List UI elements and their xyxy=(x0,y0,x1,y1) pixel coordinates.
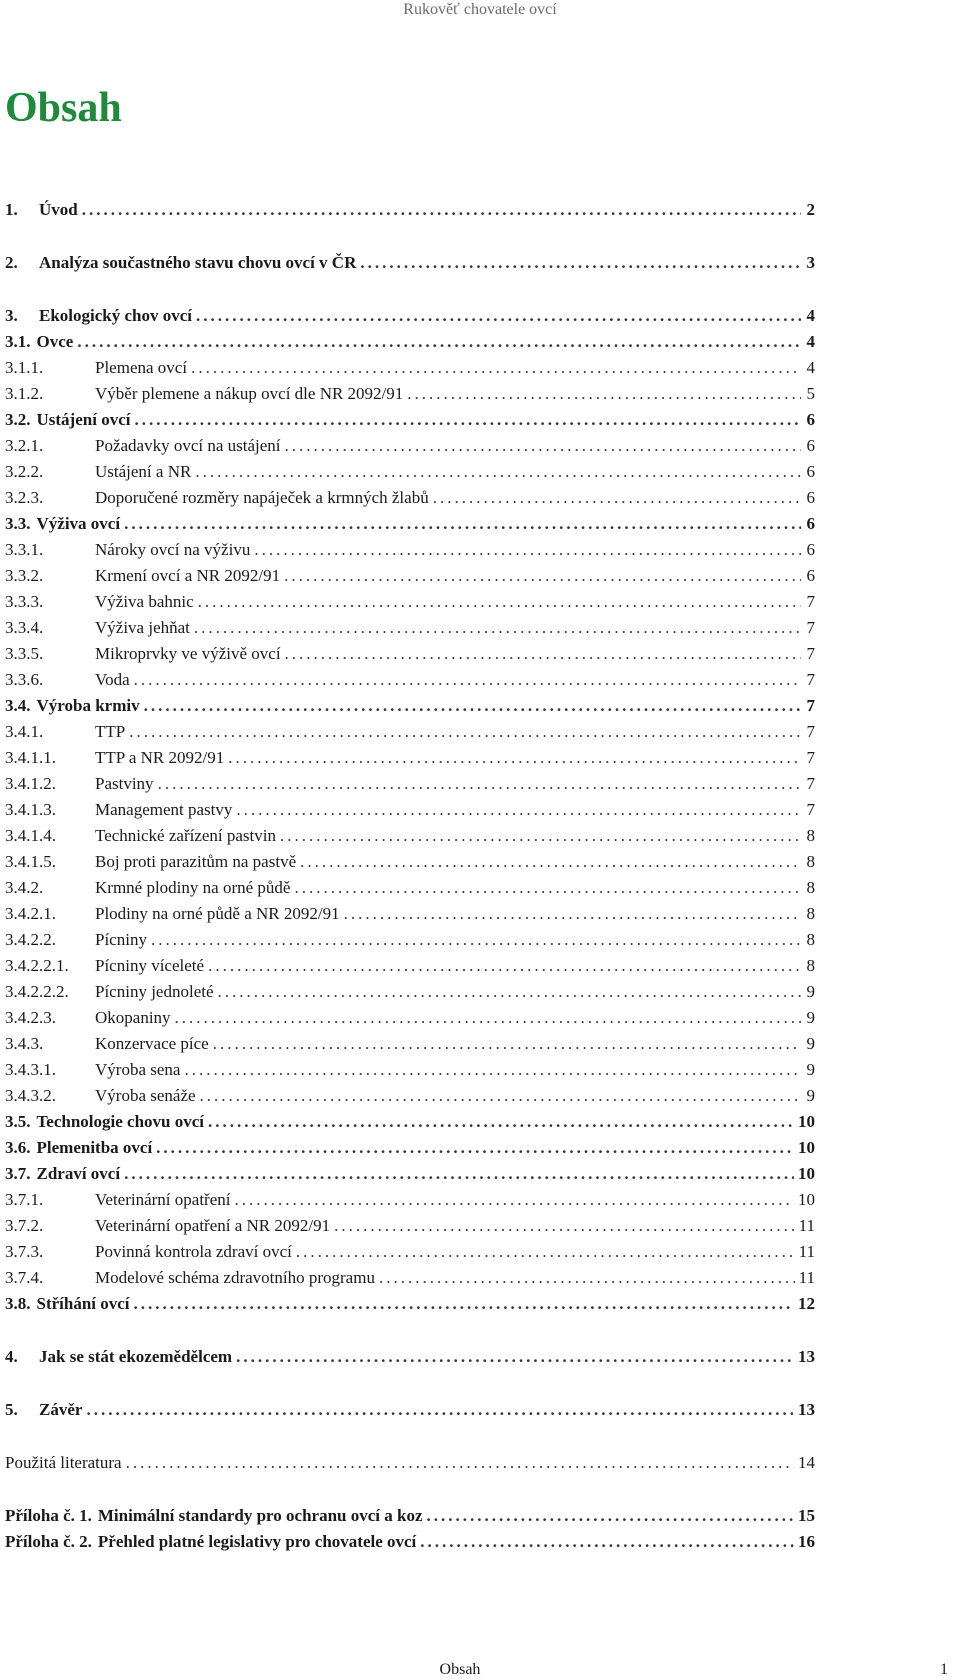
toc-entry-page: 6 xyxy=(806,410,815,429)
toc-entry[interactable] xyxy=(5,953,815,979)
toc-entry-number: 3.3.4. xyxy=(5,618,44,637)
toc-leader-dots xyxy=(195,459,801,485)
toc-entry-label: Veterinární opatření a NR 2092/91 xyxy=(95,1216,331,1235)
toc-entry[interactable] xyxy=(5,1161,815,1187)
toc-entry[interactable] xyxy=(5,745,815,771)
toc-entry-label: Nároky ovcí na výživu xyxy=(95,540,251,559)
toc-leader-dots xyxy=(208,1109,794,1135)
toc-entry-label: Pastviny xyxy=(95,774,154,793)
toc-entry-label: Plemena ovcí xyxy=(95,358,188,377)
toc-entry[interactable] xyxy=(5,1529,815,1555)
toc-entry-label: Požadavky ovcí na ustájení xyxy=(95,436,281,455)
footer-page-number: 1 xyxy=(940,1661,948,1678)
table-of-contents xyxy=(5,197,815,1555)
toc-entry-page: 6 xyxy=(806,566,815,585)
toc-leader-dots xyxy=(280,823,801,849)
toc-leader-dots xyxy=(184,1057,801,1083)
toc-entry-page: 12 xyxy=(798,1294,815,1313)
toc-entry-label: Analýza součastného stavu chovu ovcí v ČR xyxy=(39,253,357,272)
toc-entry-page: 7 xyxy=(806,800,815,819)
toc-entry[interactable] xyxy=(5,1265,815,1291)
toc-entry[interactable] xyxy=(5,1031,815,1057)
toc-entry-number: 3.4.3.2. xyxy=(5,1086,56,1105)
toc-entry[interactable] xyxy=(5,719,815,745)
toc-entry-label: Plemenitba ovcí xyxy=(36,1138,153,1157)
toc-entry-label: Povinná kontrola zdraví ovcí xyxy=(95,1242,292,1261)
toc-leader-dots xyxy=(407,381,801,407)
toc-entry[interactable] xyxy=(5,1005,815,1031)
toc-entry-page: 3 xyxy=(806,253,815,272)
toc-entry-page: 10 xyxy=(798,1190,815,1209)
toc-entry-label: Technologie chovu ovcí xyxy=(36,1112,204,1131)
toc-entry-label: Konzervace píce xyxy=(95,1034,209,1053)
toc-entry-label: Pícniny víceleté xyxy=(95,956,205,975)
toc-entry-page: 7 xyxy=(806,748,815,767)
toc-entry-label: Výživa bahnic xyxy=(95,592,194,611)
toc-entry-label: Výživa ovcí xyxy=(36,514,121,533)
toc-entry-page: 8 xyxy=(806,904,815,923)
toc-entry-label: Doporučené rozměry napáječek a krmných žlabů xyxy=(95,488,429,507)
toc-entry-number: 3.4.2.2. xyxy=(5,930,56,949)
toc-entry-label: Minimální standardy pro ochranu ovcí a koz xyxy=(97,1506,423,1525)
toc-entry[interactable] xyxy=(5,901,815,927)
toc-entry-label: Jak se stát ekozemědělcem xyxy=(39,1347,233,1366)
toc-entry-label: Výroba krmiv xyxy=(36,696,140,715)
toc-entry[interactable] xyxy=(5,459,815,485)
toc-entry-number: 3.4.2.2.2. xyxy=(5,982,69,1001)
toc-entry-number: 3.2. xyxy=(5,410,31,429)
toc-entry-page: 9 xyxy=(806,1060,815,1079)
toc-entry-page: 6 xyxy=(806,514,815,533)
toc-entry[interactable] xyxy=(5,1291,815,1317)
toc-entry[interactable] xyxy=(5,849,815,875)
toc-leader-dots xyxy=(285,433,801,459)
toc-entry-page: 11 xyxy=(798,1216,815,1235)
toc-entry-label: Výběr plemene a nákup ovcí dle NR 2092/91 xyxy=(95,384,404,403)
toc-entry-number: 3.4.1.2. xyxy=(5,774,56,793)
toc-entry-page: 2 xyxy=(806,200,815,219)
toc-entry-label: Ekologický chov ovcí xyxy=(39,306,193,325)
toc-entry-page: 4 xyxy=(806,358,815,377)
toc-entry-page: 8 xyxy=(806,878,815,897)
toc-entry-number: 3.4.1.3. xyxy=(5,800,56,819)
toc-entry[interactable] xyxy=(5,1187,815,1213)
footer-section-label: Obsah xyxy=(439,1661,481,1678)
toc-entry-number: Příloha č. 1. xyxy=(5,1506,92,1525)
toc-entry[interactable] xyxy=(5,589,815,615)
toc-entry-page: 6 xyxy=(806,462,815,481)
toc-entry-page: 8 xyxy=(806,826,815,845)
toc-leader-dots xyxy=(420,1529,794,1555)
toc-entry-page: 7 xyxy=(806,618,815,637)
toc-entry-page: 11 xyxy=(798,1268,815,1287)
toc-entry[interactable] xyxy=(5,1213,815,1239)
toc-entry-page: 7 xyxy=(806,670,815,689)
toc-entry[interactable] xyxy=(5,927,815,953)
toc-entry[interactable] xyxy=(5,407,815,433)
toc-leader-dots xyxy=(86,1397,794,1423)
toc-entry-number: 3.1.1. xyxy=(5,358,44,377)
toc-entry-number: 3.4.2. xyxy=(5,878,44,897)
toc-leader-dots xyxy=(151,927,801,953)
toc-leader-dots xyxy=(200,1083,801,1109)
toc-entry[interactable] xyxy=(5,329,815,355)
toc-entry-page: 10 xyxy=(798,1112,815,1131)
toc-entry-page: 9 xyxy=(806,1034,815,1053)
toc-entry-number: 3.2.1. xyxy=(5,436,44,455)
toc-leader-dots xyxy=(191,355,801,381)
toc-entry-number: 3.4.1.5. xyxy=(5,852,56,871)
toc-leader-dots xyxy=(294,875,801,901)
toc-entry-number: 3.4.3.1. xyxy=(5,1060,56,1079)
toc-entry-number: 3.2.2. xyxy=(5,462,44,481)
toc-entry-label: Okopaniny xyxy=(95,1008,171,1027)
page-title: Obsah xyxy=(5,85,122,131)
toc-entry-number: 3.7.1. xyxy=(5,1190,44,1209)
toc-entry-page: 8 xyxy=(806,956,815,975)
toc-entry-number: 3.4.3. xyxy=(5,1034,44,1053)
toc-entry-number: 3.7.2. xyxy=(5,1216,44,1235)
toc-entry-page: 6 xyxy=(806,436,815,455)
toc-entry[interactable] xyxy=(5,797,815,823)
toc-entry-number: 3.4.1.1. xyxy=(5,748,56,767)
toc-entry-number: 1. xyxy=(5,200,18,219)
toc-entry[interactable] xyxy=(5,303,815,329)
toc-entry-page: 8 xyxy=(806,852,815,871)
toc-entry-number: 3.4.2.1. xyxy=(5,904,56,923)
toc-leader-dots xyxy=(300,849,801,875)
toc-entry-page: 7 xyxy=(806,592,815,611)
toc-leader-dots xyxy=(427,1503,794,1529)
toc-entry[interactable] xyxy=(5,771,815,797)
toc-entry[interactable] xyxy=(5,250,815,276)
toc-entry-number: 3.4.2.2.1. xyxy=(5,956,69,975)
toc-entry-label: Pícniny xyxy=(95,930,147,949)
toc-leader-dots xyxy=(77,329,801,355)
toc-entry-number: 3.8. xyxy=(5,1294,31,1313)
toc-entry-label: Ustájení a NR xyxy=(95,462,192,481)
toc-entry-number: 3.6. xyxy=(5,1138,31,1157)
toc-leader-dots xyxy=(254,537,801,563)
toc-entry-page: 7 xyxy=(806,696,815,715)
toc-entry-label: Pícniny jednoleté xyxy=(95,982,214,1001)
toc-entry-number: 3.3. xyxy=(5,514,31,533)
toc-entry[interactable] xyxy=(5,641,815,667)
toc-leader-dots xyxy=(134,1291,794,1317)
toc-entry-page: 9 xyxy=(806,1086,815,1105)
toc-entry-label: Voda xyxy=(95,670,130,689)
toc-entry-page: 9 xyxy=(806,1008,815,1027)
toc-entry[interactable] xyxy=(5,615,815,641)
toc-entry-number: 3.1. xyxy=(5,332,31,351)
toc-entry-number: 3.4. xyxy=(5,696,31,715)
toc-entry-page: 4 xyxy=(806,306,815,325)
toc-entry[interactable] xyxy=(5,875,815,901)
toc-entry[interactable] xyxy=(5,1239,815,1265)
toc-leader-dots xyxy=(196,303,801,329)
toc-entry-number: Příloha č. 2. xyxy=(5,1532,92,1551)
toc-entry-number: 3.2.3. xyxy=(5,488,44,507)
toc-entry-page: 14 xyxy=(798,1453,815,1472)
toc-entry-number: 3.1.2. xyxy=(5,384,44,403)
toc-entry[interactable] xyxy=(5,1503,815,1529)
toc-entry-number: 3.5. xyxy=(5,1112,31,1131)
toc-leader-dots xyxy=(126,1450,794,1476)
toc-entry-page: 11 xyxy=(798,1242,815,1261)
toc-entry[interactable] xyxy=(5,1397,815,1423)
toc-entry-label: Výroba senáže xyxy=(95,1086,196,1105)
toc-leader-dots xyxy=(158,771,801,797)
toc-entry-number: 3.4.1. xyxy=(5,722,44,741)
toc-entry[interactable] xyxy=(5,197,815,223)
toc-entry-number: 3.3.5. xyxy=(5,644,44,663)
toc-entry-label: Ovce xyxy=(36,332,74,351)
toc-leader-dots xyxy=(134,667,801,693)
toc-leader-dots xyxy=(360,250,801,276)
toc-leader-dots xyxy=(124,511,801,537)
toc-entry-page: 8 xyxy=(806,930,815,949)
toc-entry-label: TTP xyxy=(95,722,126,741)
toc-entry-page: 5 xyxy=(806,384,815,403)
toc-entry-page: 13 xyxy=(798,1347,815,1366)
toc-entry[interactable] xyxy=(5,693,815,719)
toc-entry-label: Technické zařízení pastvin xyxy=(95,826,276,845)
running-header: Rukověť chovatele ovcí xyxy=(403,1,557,18)
toc-entry-page: 13 xyxy=(798,1400,815,1419)
toc-entry-label: Závěr xyxy=(39,1400,83,1419)
toc-entry-number: 3.4.2.3. xyxy=(5,1008,56,1027)
toc-leader-dots xyxy=(208,953,801,979)
toc-entry-label: Zdraví ovcí xyxy=(36,1164,121,1183)
toc-entry-number: 3.4.1.4. xyxy=(5,826,56,845)
toc-entry[interactable] xyxy=(5,355,815,381)
toc-entry-label: Ustájení ovcí xyxy=(36,410,131,429)
toc-entry-label: Úvod xyxy=(39,200,78,219)
toc-leader-dots xyxy=(284,563,801,589)
toc-leader-dots xyxy=(433,485,801,511)
toc-entry[interactable] xyxy=(5,667,815,693)
toc-entry-page: 9 xyxy=(806,982,815,1001)
toc-entry-number: 2. xyxy=(5,253,18,272)
toc-leader-dots xyxy=(198,589,801,615)
toc-leader-dots xyxy=(218,979,801,1005)
toc-entry-label: Výroba sena xyxy=(95,1060,181,1079)
toc-entry[interactable] xyxy=(5,433,815,459)
toc-entry-number: 3.7.3. xyxy=(5,1242,44,1261)
toc-entry-label: Krmné plodiny na orné půdě xyxy=(95,878,291,897)
toc-leader-dots xyxy=(194,615,801,641)
toc-entry-label: Přehled platné legislativy pro chovatele ovcí xyxy=(97,1532,417,1551)
toc-entry-page: 7 xyxy=(806,644,815,663)
toc-leader-dots xyxy=(236,797,801,823)
toc-leader-dots xyxy=(379,1265,795,1291)
toc-leader-dots xyxy=(213,1031,801,1057)
toc-leader-dots xyxy=(296,1239,795,1265)
toc-entry-page: 15 xyxy=(798,1506,815,1525)
toc-entry-page: 10 xyxy=(798,1138,815,1157)
toc-entry-label: Mikroprvky ve výživě ovcí xyxy=(95,644,281,663)
toc-entry-number: 5. xyxy=(5,1400,18,1419)
toc-leader-dots xyxy=(228,745,801,771)
toc-leader-dots xyxy=(82,197,801,223)
toc-entry-number: 3.7. xyxy=(5,1164,31,1183)
toc-leader-dots xyxy=(344,901,801,927)
toc-entry-page: 6 xyxy=(806,488,815,507)
toc-leader-dots xyxy=(124,1161,794,1187)
toc-entry-label: Výživa jehňat xyxy=(95,618,190,637)
toc-entry[interactable] xyxy=(5,1344,815,1370)
toc-entry[interactable] xyxy=(5,1135,815,1161)
toc-entry-label: Stříhání ovcí xyxy=(36,1294,130,1313)
toc-leader-dots xyxy=(234,1187,794,1213)
toc-entry[interactable] xyxy=(5,537,815,563)
toc-leader-dots xyxy=(129,719,801,745)
toc-entry-page: 7 xyxy=(806,722,815,741)
toc-entry[interactable] xyxy=(5,381,815,407)
toc-entry[interactable] xyxy=(5,1109,815,1135)
toc-leader-dots xyxy=(134,407,801,433)
toc-leader-dots xyxy=(236,1344,794,1370)
toc-leader-dots xyxy=(285,641,801,667)
toc-leader-dots xyxy=(156,1135,794,1161)
toc-entry[interactable] xyxy=(5,511,815,537)
toc-entry-page: 4 xyxy=(806,332,815,351)
toc-entry-number: 4. xyxy=(5,1347,18,1366)
toc-entry-number: 3. xyxy=(5,306,18,325)
toc-entry-number: 3.7.4. xyxy=(5,1268,44,1287)
toc-entry-label: Veterinární opatření xyxy=(95,1190,231,1209)
toc-entry[interactable] xyxy=(5,823,815,849)
toc-entry[interactable] xyxy=(5,563,815,589)
toc-entry-number: 3.3.2. xyxy=(5,566,44,585)
toc-leader-dots xyxy=(175,1005,801,1031)
toc-entry-number: 3.3.1. xyxy=(5,540,44,559)
toc-entry-label: Plodiny na orné půdě a NR 2092/91 xyxy=(95,904,340,923)
toc-entry-label: Modelové schéma zdravotního programu xyxy=(95,1268,375,1287)
toc-entry-label: Boj proti parazitům na pastvě xyxy=(95,852,297,871)
toc-entry[interactable] xyxy=(5,485,815,511)
toc-leader-dots xyxy=(334,1213,795,1239)
toc-entry[interactable] xyxy=(5,979,815,1005)
toc-entry-number: 3.3.3. xyxy=(5,592,44,611)
toc-entry-page: 7 xyxy=(806,774,815,793)
toc-entry-label: Management pastvy xyxy=(95,800,233,819)
toc-entry-page: 10 xyxy=(798,1164,815,1183)
toc-entry-label: Krmení ovcí a NR 2092/91 xyxy=(95,566,281,585)
toc-entry-label: TTP a NR 2092/91 xyxy=(95,748,225,767)
toc-entry-page: 6 xyxy=(806,540,815,559)
toc-entry-label: Použitá literatura xyxy=(5,1453,122,1472)
toc-entry-page: 16 xyxy=(798,1532,815,1551)
toc-leader-dots xyxy=(144,693,801,719)
toc-entry[interactable] xyxy=(5,1450,815,1476)
toc-entry[interactable] xyxy=(5,1083,815,1109)
toc-entry[interactable] xyxy=(5,1057,815,1083)
toc-entry-number: 3.3.6. xyxy=(5,670,44,689)
